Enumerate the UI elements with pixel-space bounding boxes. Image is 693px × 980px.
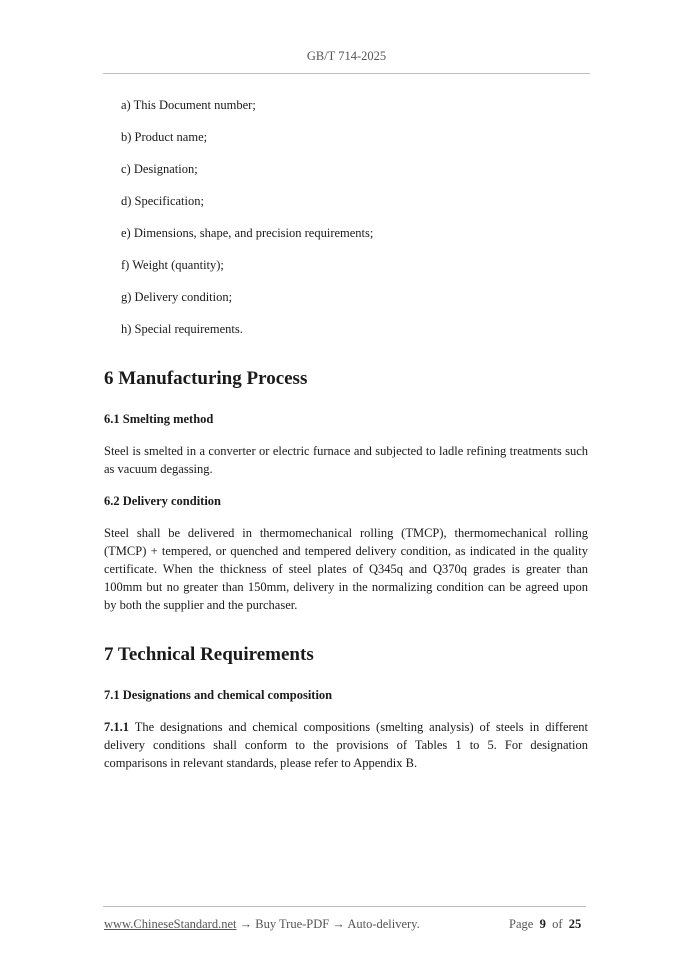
page-header bbox=[0, 49, 693, 64]
clause-text: The designations and chemical compositions (smelting analysis) of steels in different delivery conditions shall conform to the provisions of Tables 1 to 5. For designation comparisons in relevant standards, please refer to Appendix B. bbox=[104, 720, 588, 770]
of-label: of bbox=[552, 917, 563, 931]
header-divider bbox=[103, 73, 590, 74]
list-item: d) Specification; bbox=[121, 194, 204, 208]
arrow-icon: → bbox=[239, 917, 253, 931]
section-6-1-heading: 6.1 Smelting method bbox=[104, 412, 214, 426]
footer-links bbox=[104, 917, 420, 932]
section-7-1-1-paragraph bbox=[104, 718, 588, 772]
section-7-1-heading: 7.1 Designations and chemical composition bbox=[104, 688, 333, 702]
list-item: e) Dimensions, shape, and precision requirements; bbox=[121, 226, 374, 240]
document-id: GB/T 714-2025 bbox=[306, 49, 387, 63]
section-6-2-heading: 6.2 Delivery condition bbox=[104, 494, 222, 508]
list-item: h) Special requirements. bbox=[121, 322, 243, 336]
auto-delivery-text: Auto-delivery. bbox=[347, 917, 420, 931]
section-7-heading: 7 Technical Requirements bbox=[104, 644, 314, 665]
page-number: 9 bbox=[539, 917, 546, 931]
site-link[interactable]: www.ChineseStandard.net bbox=[104, 917, 237, 931]
section-6-heading: 6 Manufacturing Process bbox=[104, 368, 308, 389]
arrow-icon: → bbox=[332, 917, 345, 931]
page-indicator bbox=[509, 917, 581, 932]
footer-divider bbox=[103, 906, 586, 907]
section-6-1-paragraph: Steel is smelted in a converter or electric furnace and subjected to ladle refining treatments such as vacuum degassing. bbox=[104, 444, 588, 476]
list-item: f) Weight (quantity); bbox=[121, 258, 224, 272]
list-item: g) Delivery condition; bbox=[121, 290, 233, 304]
clause-number: 7.1.1 bbox=[104, 720, 129, 734]
page-label: Page bbox=[509, 917, 534, 931]
section-6-2-paragraph: Steel shall be delivered in thermomechanical rolling (TMCP), thermomechanical rolling (TMCP) + tempered, or quenched and tempered delivery condition, as indicated in the quality certificate. When the thickness of steel plates of Q345q and Q370q grades is greater than 100mm but no greater than 150mm, delivery in the normalizing condition can be agreed upon by both the supplier and the purchaser. bbox=[104, 526, 588, 612]
list-item: c) Designation; bbox=[121, 162, 198, 176]
list-item: a) This Document number; bbox=[121, 98, 256, 112]
buy-link[interactable]: Buy True-PDF bbox=[255, 917, 330, 931]
list-item: b) Product name; bbox=[121, 130, 208, 144]
total-pages: 25 bbox=[568, 917, 582, 931]
